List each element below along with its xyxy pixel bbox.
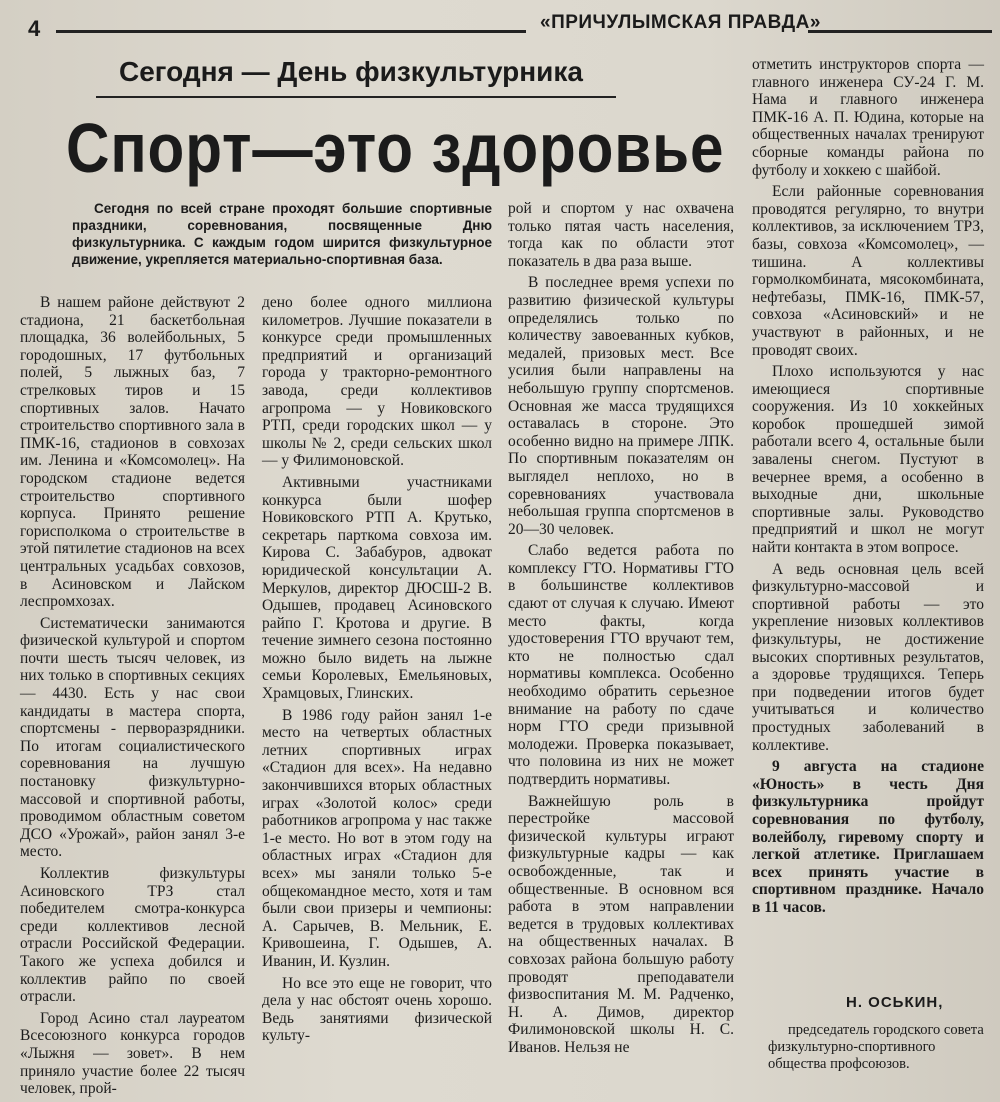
paragraph: Важнейшую роль в перестройке массовой физической культуры играют физкультурные кадры — как освобожденные, так и общественные. В основном вся работа в этом направлении ведется в трудовых коллективах на общественных началах. В совхозах района большую работу проводят преподаватели физвоспитания М. М. Радченко, Н. А. Димов, директор Филимоновской школы Н. С. Иванов. Нельзя не [508, 792, 734, 1056]
paragraph: Слабо ведется работа по комплексу ГТО. Нормативы ГТО в большинстве коллективов сдают от случая к случаю. Имеют место факты, когда удостоверения ГТО вручают тем, кто не полностью сдал нормативы комплекса. Особенно необходимо обратить серьезное внимание на работу по сдаче норм ГТО среди призывной молодежи. Проверка показывает, что половина из них не может подтвердить нормативы. [508, 542, 734, 788]
paragraph: отметить инструкторов спорта — главного инженера СУ-24 Г. М. Нама и главного инженера ПМК-16 А. П. Юдина, которые на общественных началах тренируют сборные команды района по футболу и хоккею с шайбой. [752, 56, 984, 179]
paragraph: Активными участниками конкурса были шофер Новиковского РТП А. Крутько, секретарь парткома совхоза им. Кирова С. Забабуров, адвокат юридической консультации А. Меркулов, директор ДЮСШ-2 В. Одышев, продавец Асиновского райпо Г. Кротова и другие. В течение зимнего сезона постоянно можно было видеть на лыжне семьи Королевых, Емельяновых, Храмцовых, Глинских. [262, 473, 492, 703]
page-number: 4 [28, 16, 41, 41]
article-kicker: Сегодня — День физкультурника [119, 56, 583, 87]
column-3 [508, 200, 734, 1061]
paragraph: рой и спортом у нас охвачена только пятая часть населения, тогда как по области этот показатель в два раза выше. [508, 200, 734, 270]
paragraph: Город Асино стал лауреатом Всесоюзного конкурса городов «Лыжня — зовет». В нем приняло участие более 22 тысяч человек, прой- [20, 1009, 245, 1098]
newspaper-title: «ПРИЧУЛЫМСКАЯ ПРАВДА» [540, 12, 821, 33]
paragraph: В последнее время успехи по развитию физической культуры определялись только по количеству завоеванных кубков, медалей, призовых мест. Все усилия были направлены на небольшую группу спортсменов. Основная же масса трудящихся оставалась в стороне. Это особенно видно на примере ЛПК. По спортивным показателям он выглядел неплохо, но в соревнованиях участвовала небольшая группа спортсменов в 20—30 человек. [508, 274, 734, 538]
paragraph: В нашем районе действуют 2 стадиона, 21 баскетбольная площадка, 36 волейбольных, 5 городошных, 17 футбольных полей, 5 лыжных баз, 7 стрелковых тиров и 15 спортивных залов. Начато строительство спортивного зала в ПМК-16, стадионов в совхозах им. Ленина и «Комсомолец». На городском стадионе ведется строительство спортивного корпуса. Принято решение горисполкома о строительстве в этой пятилетие стадионов на всех центральных усадьбах совхозов, в Асиновском и Лайском леспромхозах. [20, 294, 245, 611]
paragraph: А ведь основная цель всей физкультурно-массовой и спортивной работы — это укрепление низовых коллективов физкультуры, не достижение высоких спортивных результатов, а здоровье трудящихся. Теперь при подведении итогов будет учитываться и количество простудных заболеваний в коллективе. [752, 560, 984, 754]
author-name: Н. ОСЬКИН, [846, 994, 944, 1011]
column-1 [20, 294, 245, 1102]
author-position: председатель городского совета физкультурно-спортивного общества профсоюзов. [768, 1022, 984, 1072]
masthead-rule-right [808, 30, 992, 33]
paragraph: Коллектив физкультуры Асиновского ТРЗ стал победителем смотра-конкурса среди коллективов лесной отрасли Российской Федерации. Такого же успеха добился и коллектив райпо по своей отрасли. [20, 865, 245, 1006]
column-4 [752, 56, 984, 921]
kicker-rule [96, 96, 616, 98]
event-announcement: 9 августа на стадионе «Юность» в честь Дня физкультурника пройдут соревнования по футболу, волейболу, гиревому спорту и легкой атлетике. Приглашаем всех принять участие в спортивном празднике. Начало в 11 часов. [752, 758, 984, 916]
paragraph: Систематически занимаются физической культурой и спортом почти шесть тысяч человек, из них только в спортивных секциях — 4430. Есть у нас свои кандидаты в мастера спорта, спортсмены - перворазрядники. По итогам социалистического соревнования на лучшую постановку физкультурно-массовой и спортивной работы, проводимом областным советом ДСО «Урожай», район занял 3-е место. [20, 614, 245, 861]
paragraph: Но все это еще не говорит, что дела у нас обстоят очень хорошо. Ведь занятиями физической культу- [262, 974, 492, 1045]
paragraph: В 1986 году район занял 1-е место на четвертых областных летних спортивных играх «Стадион для всех». На недавно закончившихся вторых областных играх «Золотой колос» среди работников агропрома у нас также 1-е место. Но вот в этом году на областных играх «Стадион для всех» мы заняли только 5-е общекомандное место, хотя и там были свои призеры и чемпионы: А. Сарычев, В. Мельник, Е. Кривошеина, Г. Одышев, А. Иванин, И. Кузлин. [262, 706, 492, 970]
paragraph: Плохо используются у нас имеющиеся спортивные сооружения. Из 10 хоккейных коробок прошедшей зимой работали всего 4, остальные были завалены снегом. Пустуют в вечернее время, а особенно в выходные дни, школьные спортивные залы. Руководство предприятий и школ не могут найти контакта в этом вопросе. [752, 363, 984, 557]
article-headline: Спорт—это здоровье [66, 109, 725, 187]
paragraph: дено более одного миллиона километров. Лучшие показатели в конкурсе среди промышленных предприятий и организаций города у тракторно-ремонтного завода, среди коллективов агропрома — у Новиковского РТП, среди городских школ — у школы № 2, среди сельских школ — у Филимоновской. [262, 294, 492, 470]
column-2 [262, 294, 492, 1049]
paragraph: Если районные соревнования проводятся регулярно, то внутри коллективов, за исключением ТРЗ, базы, совхоза «Комсомолец», — тишина. А коллективы гормолкомбината, мясокомбината, нефтебазы, ПМК-16, ПМК-57, совхоза «Асиновский» и не участвуют в районных, и не проводят своих. [752, 183, 984, 359]
masthead-rule [56, 30, 526, 33]
article-lead: Сегодня по всей стране проходят большие спортивные праздники, соревнования, посвященные Дню физкультурника. С каждым годом ширится физкультурное движение, укрепляется материально-спортивная база. [72, 201, 492, 267]
